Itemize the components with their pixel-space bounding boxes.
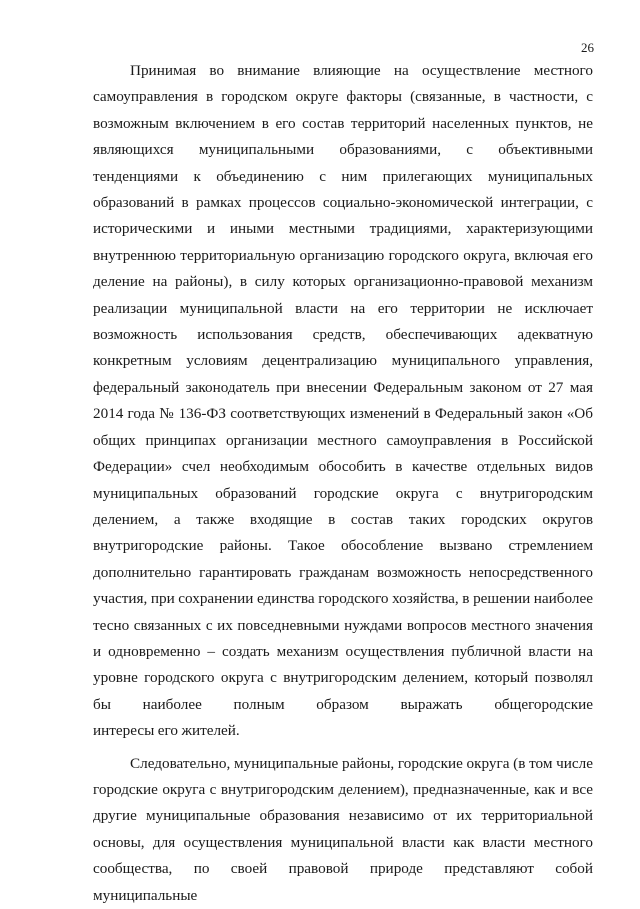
document-body	[93, 58, 593, 909]
paragraph-1	[93, 58, 593, 745]
page-number: 26	[581, 40, 594, 55]
paragraph-2	[93, 751, 593, 909]
paragraph-1-last-line: интересы его жителей.	[93, 722, 240, 740]
paragraph-1-text: Принимая во внимание влияющие на осуществление местного самоуправления в городском округе факторы (связанные, в частности, с возможным включением в его состав территорий населенных пунктов, не являющихся муниципальными образованиями, с объективными тенденциями к объединению с ним прилегающих муниципальных образований в рамках процессов социально-экономической интеграции, с историческими и иными местными традициями, характеризующими внутреннюю территориальную организацию городского округа, включая его деление на районы), в силу которых организационно-правовой механизм реализации муниципальной власти на его территории не исключает возможность использования средств, обеспечивающих адекватную конкретным условиям децентрализацию муниципального управления, федеральный законодатель при внесении Федеральным законом от 27 мая 2014 года № 136-ФЗ соответствующих изменений в Федеральный закон «Об общих принципах организации местного самоуправления в Российской Федерации» счел необходимым обособить в качестве отдельных видов муниципальных образований городские округа с внутригородским делением, а также входящие в состав таких городских округов внутригородские районы. Такое обособление вызвано стремлением дополнительно гарантировать гражданам возможность непосредственного участия, при сохранении единства городского хозяйства, в решении наиболее тесно связанных с их повседневными нуждами вопросов местного значения и одновременно – создать механизм осуществления публичной власти на уровне городского округа с внутригородским делением, который позволял бы наиболее полным образом выражать общегородские	[93, 62, 593, 713]
paragraph-2-text: Следовательно, муниципальные районы, городские округа (в том числе городские округа с внутригородским делением), предназначенные, как и все другие муниципальные образования независимо от их территориальной основы, для осуществления муниципальной власти как власти местного сообщества, по своей правовой природе представляют собой муниципальные	[93, 754, 593, 904]
